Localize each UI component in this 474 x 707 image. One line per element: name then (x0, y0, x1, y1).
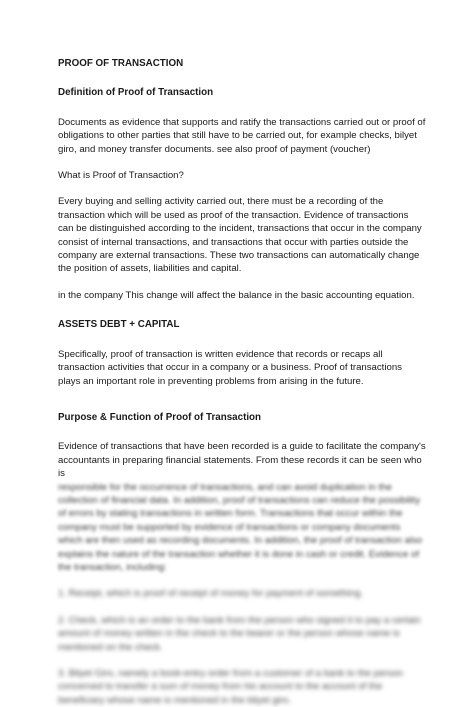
list-item-check: 2. Check, which is an order to the bank from the person who signed it to pay a certain amount of money written in the check to the bearer or the person whose name is mentioned on the check. (58, 614, 421, 653)
paragraph-definition: Documents as evidence that supports and ratify the transactions carried out or proof of obligations to other parties that still have to be carried out, for example checks, bilyet giro, and money transfer documents. see also proof of payment (voucher) (58, 116, 426, 155)
equation-heading: ASSETS DEBT + CAPITAL (58, 319, 180, 331)
paragraph-balance-change: in the company This change will affect the balance in the basic accounting equation. (58, 289, 415, 301)
paragraph-question: What is Proof of Transaction? (58, 170, 184, 182)
paragraph-purpose-clear: Evidence of transactions that have been recorded is a guide to facilitate the company's accountants in preparing financial statements. From these records it can be seen who is (58, 441, 426, 480)
paragraph-purpose-blurred: responsible for the occurrence of transactions, and can avoid duplication in the collection of financial data. In addition, proof of transactions can reduce the possibility of errors by stating transactions in written form. Transactions that occur within the company must be supported by evidence of transactions or company documents which are then used as recording documents. In addition, the proof of transaction also explains the nature of the transaction whether it is done in cash or credit. Evidence of the transaction, including: (58, 481, 423, 573)
document-title: PROOF OF TRANSACTION (58, 58, 184, 69)
list-item-bilyet-giro: 3. Bilyet Giro, namely a book-entry order from a customer of a bank to the person concerned to transfer a sum of money from his account to the account of the beneficiary whose name is mentioned in the bilyet giro. (58, 668, 404, 706)
section-heading-purpose: Purpose & Function of Proof of Transaction (58, 411, 262, 423)
list-item-receipt: 1. Receipt, which is proof of receipt of money for payment of something. (58, 588, 364, 600)
paragraph-specific-definition: Specifically, proof of transaction is written evidence that records or recaps all transaction activities that occur in a company or a business. Proof of transactions plays an important role in preventing problems from arising in the future. (58, 348, 402, 387)
paragraph-buying-selling: Every buying and selling activity carried out, there must be a recording of the transaction which will be used as proof of the transaction. Evidence of transactions can be distinguished according to the incident, transactions that occur in the company consist of internal transactions, and transactions that occur with parties outside the company are external transactions. These two transactions can automatically change the position of assets, liabilities and capital. (58, 196, 422, 275)
section-heading-definition: Definition of Proof of Transaction (58, 87, 214, 99)
document-body (58, 57, 426, 707)
